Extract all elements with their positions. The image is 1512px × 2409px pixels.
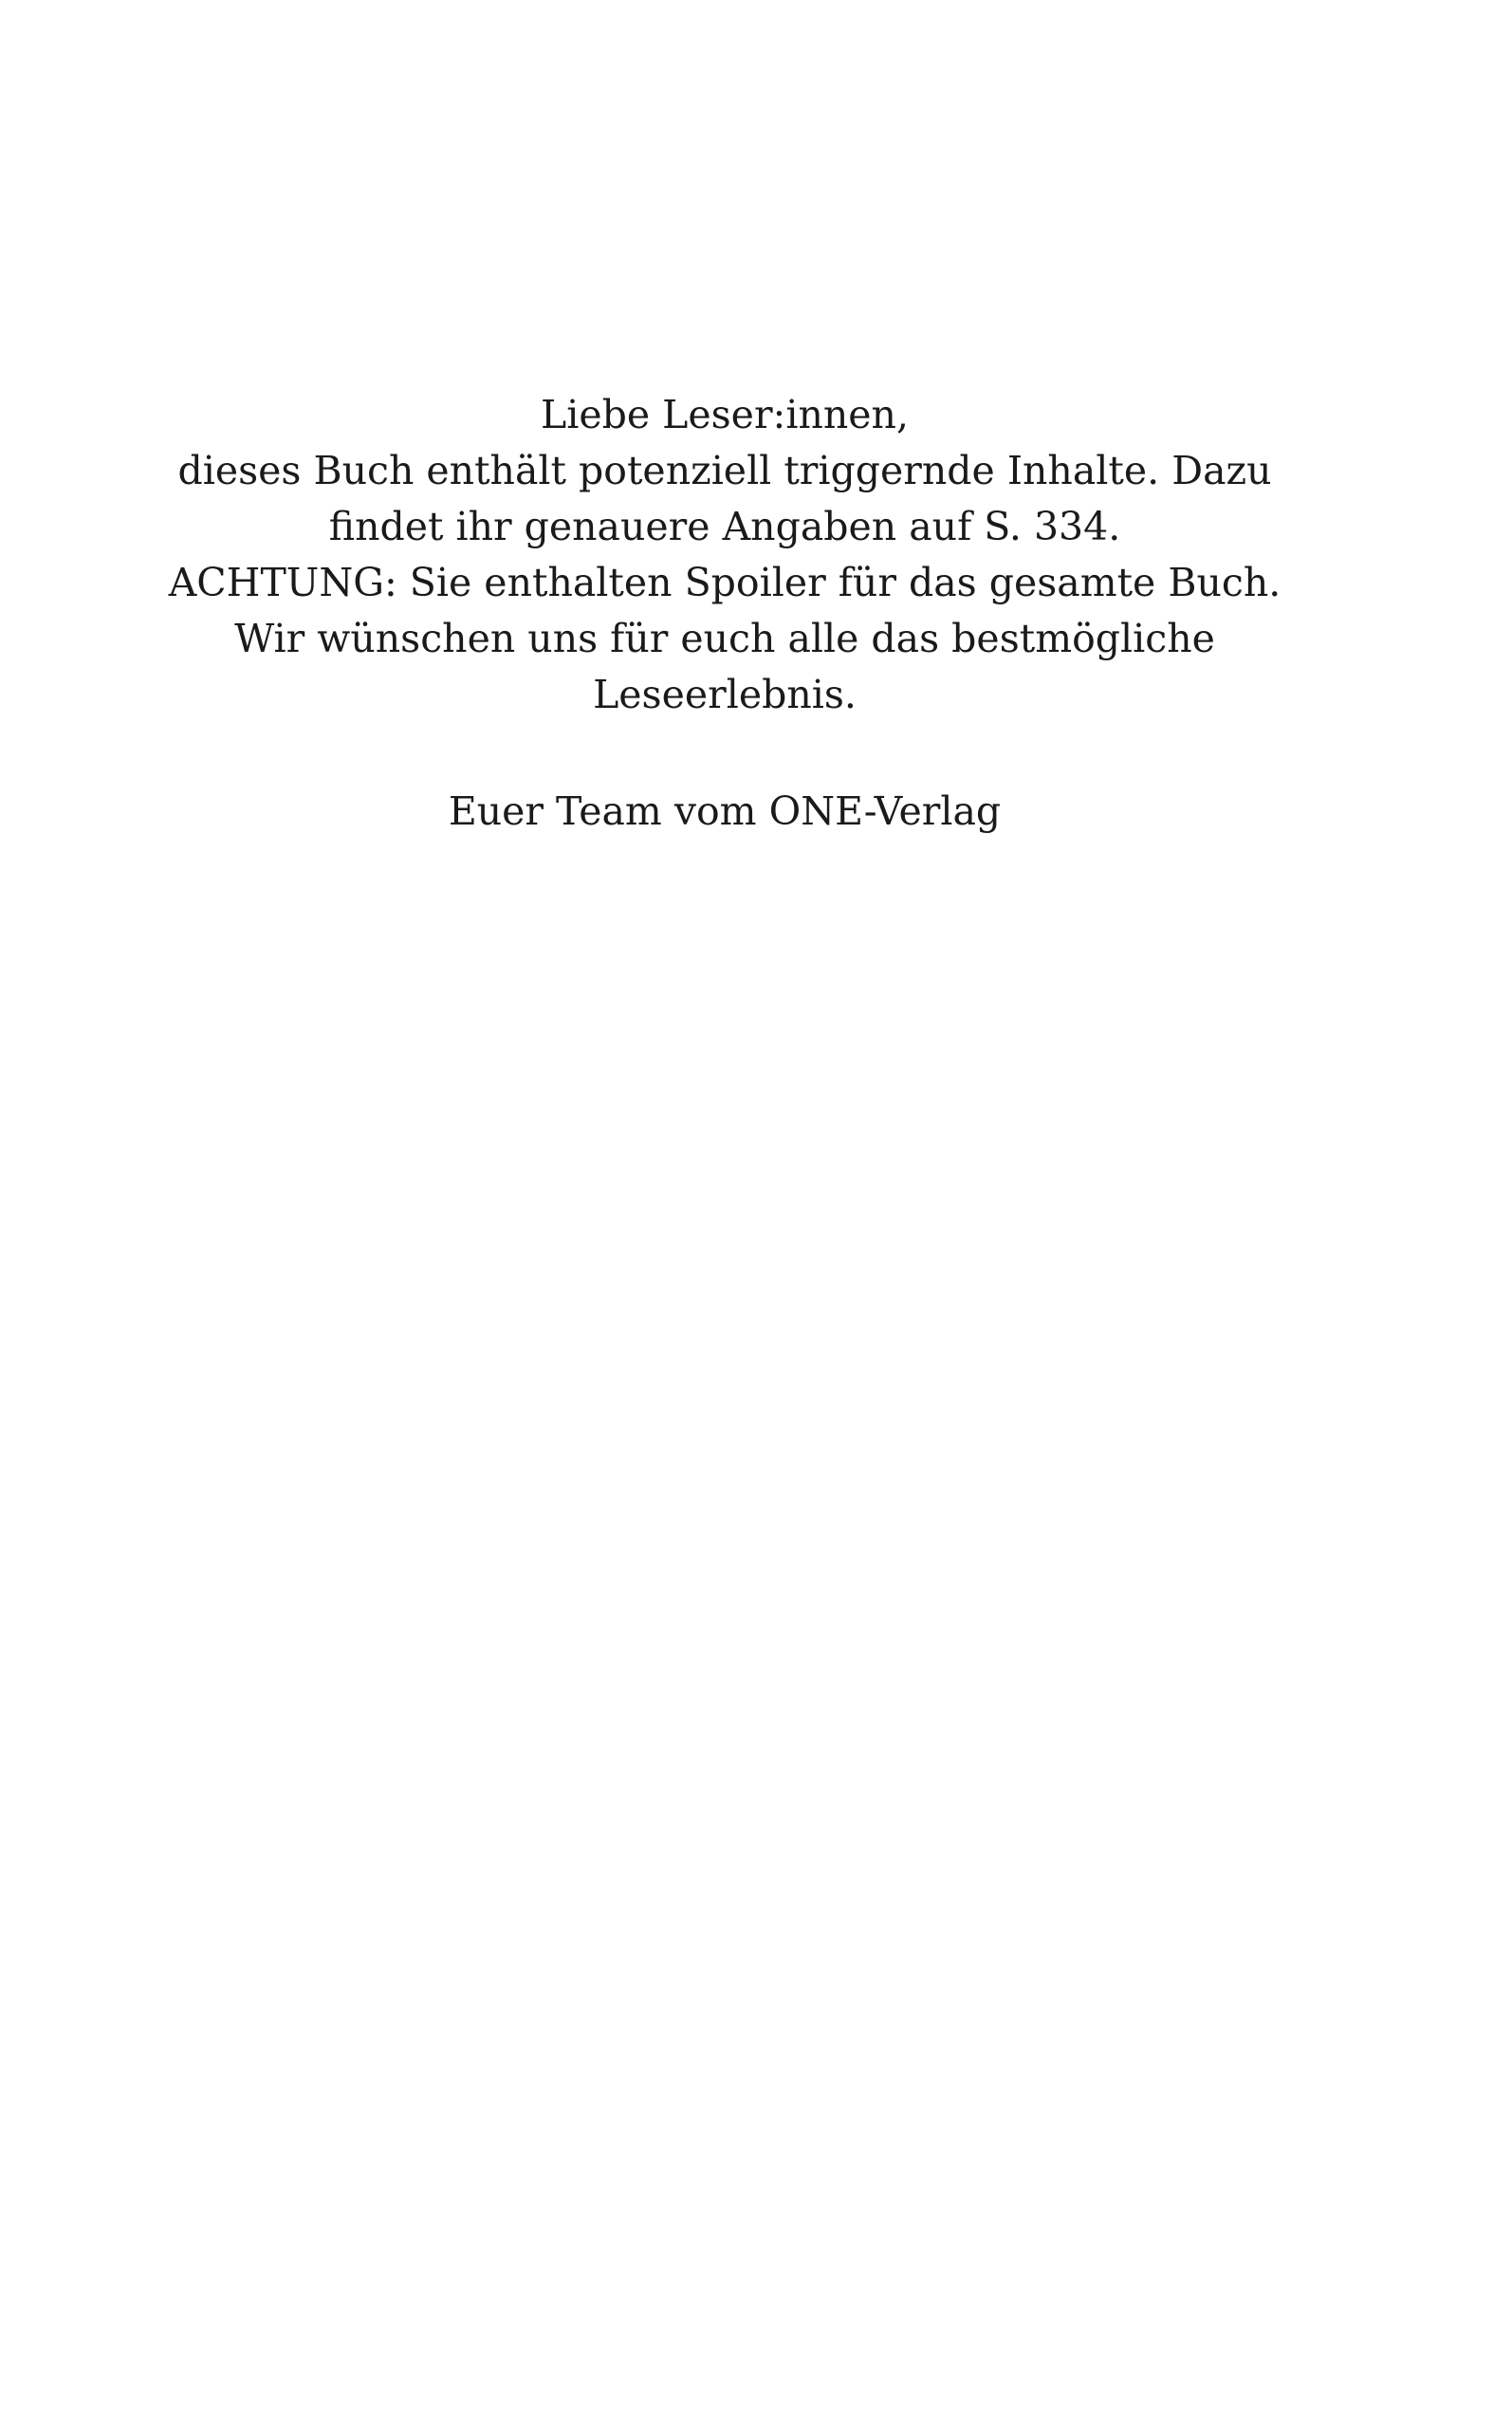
notice-greeting: Liebe Leser:innen,	[541, 392, 909, 437]
notice-signature: Euer Team vom ONE-Verlag	[448, 788, 1002, 834]
notice-line: ACHTUNG: Sie enthalten Spoiler für das gesamte Buch.	[168, 560, 1282, 605]
notice-line: Wir wünschen uns für euch alle das bestmögliche	[234, 616, 1215, 661]
notice-line: dieses Buch enthält potenziell triggernde Inhalte. Dazu	[177, 448, 1272, 493]
notice-line: findet ihr genauere Angaben auf S. 334.	[328, 504, 1121, 549]
content-warning-notice	[0, 387, 1449, 723]
notice-line: Leseerlebnis.	[593, 672, 857, 717]
